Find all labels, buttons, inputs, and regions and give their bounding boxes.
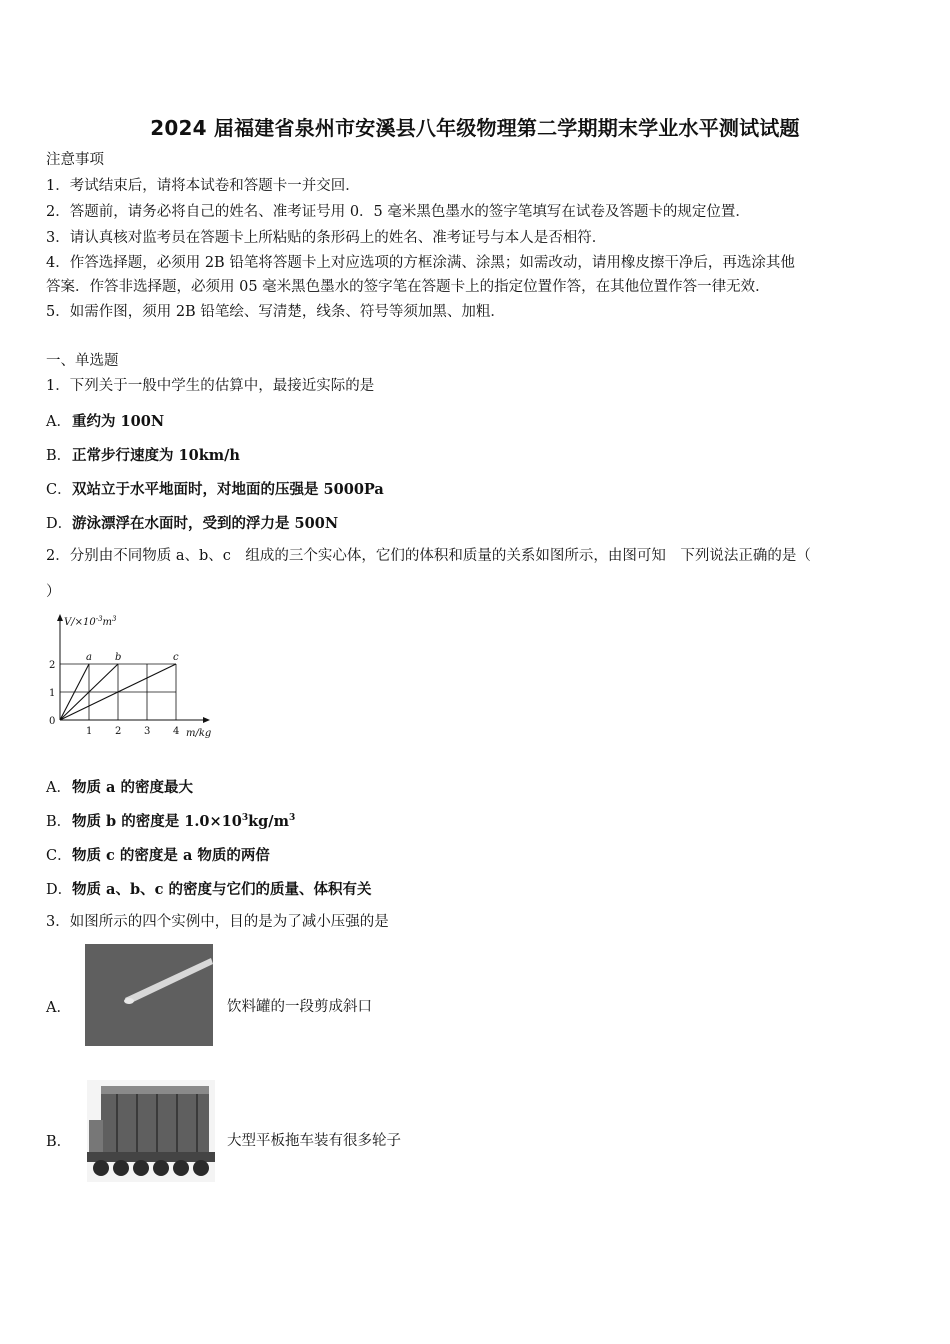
series-label-b: b — [115, 652, 122, 663]
option-label: A． — [46, 780, 71, 796]
question-1-option-b[interactable] — [46, 444, 240, 465]
notice-item: 2．答题前，请务必将自己的姓名、准考证号用 0．5 毫米黑色墨水的签字笔填写在试卷及答题卡的规定位置． — [46, 204, 750, 220]
x-tick-label: 3 — [144, 726, 151, 737]
option-label: B． — [46, 814, 72, 830]
option-text: 正常步行速度为 10km/h — [72, 447, 240, 464]
question-3-option-a-label[interactable] — [46, 996, 72, 1017]
y-axis-arrow — [57, 614, 63, 621]
section-heading: 一、单选题 — [46, 353, 119, 369]
y-tick-label: 2 — [49, 660, 56, 671]
question-2-option-b[interactable] — [46, 810, 295, 831]
option-text-unit: kg/m — [248, 813, 289, 830]
superscript: 3 — [288, 813, 296, 824]
trailer-photo — [87, 1080, 215, 1182]
series-label-a: a — [86, 652, 92, 663]
option-text: 物质 c 的密度是 a 物质的两倍 — [72, 847, 270, 864]
can-cut-photo — [85, 944, 213, 1046]
chart-root — [49, 614, 211, 739]
y-axis-label: $V/\times 10^{-3}m^3$ — [64, 615, 117, 628]
option-label: C． — [46, 848, 72, 864]
question-2-option-d[interactable] — [46, 878, 371, 899]
notice-heading: 注意事项 — [46, 152, 104, 168]
option-text: 重约为 100N — [72, 413, 165, 430]
question-3-option-b-text: 大型平板拖车装有很多轮子 — [227, 1133, 401, 1149]
origin-label: 0 — [49, 716, 56, 727]
superscript: 3 — [241, 813, 249, 824]
notice-item: 3．请认真核对监考员在答题卡上所粘贴的条形码上的姓名、准考证号与本人是否相符． — [46, 230, 607, 246]
series-label-c: c — [173, 652, 179, 663]
option-label: C． — [46, 482, 72, 498]
notice-item: 答案．作答非选择题，必须用 05 毫米黑色墨水的签字笔在答题卡上的指定位置作答，在其他位置作答一律无效． — [46, 279, 770, 295]
question-3-option-b-label[interactable] — [46, 1130, 72, 1151]
y-tick-label: 1 — [49, 688, 56, 699]
option-label: A． — [46, 414, 71, 430]
question-1-option-a[interactable] — [46, 410, 164, 431]
question-2-stem-end: ） — [46, 584, 61, 600]
option-label: B． — [46, 1134, 72, 1150]
notice-item: 5．如需作图，须用 2B 铅笔绘、写清楚，线条、符号等须加黑、加粗． — [46, 304, 505, 320]
option-text: 物质 a 的密度最大 — [72, 779, 193, 796]
question-1-option-d[interactable] — [46, 512, 338, 533]
question-1-stem: 1．下列关于一般中学生的估算中，最接近实际的是 — [46, 378, 375, 394]
question-3-option-a-text: 饮料罐的一段剪成斜口 — [227, 999, 372, 1015]
notice-item: 4．作答选择题，必须用 2B 铅笔将答题卡上对应选项的方框涂满、涂黑；如需改动，请用橡皮擦干净后，再选涂其他 — [46, 255, 795, 271]
x-axis-arrow — [203, 717, 210, 723]
option-text-pre: 物质 b 的密度是 1.0×10 — [72, 813, 242, 830]
question-2-option-c[interactable] — [46, 844, 270, 865]
question-1-option-c[interactable] — [46, 478, 384, 499]
option-text: 双站立于水平地面时，对地面的压强是 5000Pa — [72, 481, 384, 498]
option-label: B． — [46, 448, 72, 464]
question-2-option-a[interactable] — [46, 776, 193, 797]
x-tick-label: 2 — [115, 726, 122, 737]
question-3-stem: 3．如图所示的四个实例中，目的是为了减小压强的是 — [46, 914, 389, 930]
question-2-stem: 2．分别由不同物质 a、b、c 组成的三个实心体，它们的体积和质量的关系如图所示，由图可知 下列说法正确的是（ — [46, 548, 811, 564]
page-title: 2024 届福建省泉州市安溪县八年级物理第二学期期末学业水平测试试题 — [150, 116, 800, 140]
x-tick-label: 4 — [173, 726, 180, 737]
option-text: 游泳漂浮在水面时，受到的浮力是 500N — [72, 515, 339, 532]
option-label: D． — [46, 516, 73, 532]
option-text: 物质 a、b、c 的密度与它们的质量、体积有关 — [72, 881, 372, 898]
x-tick-label: 1 — [86, 726, 93, 737]
x-axis-label: m/kg — [186, 728, 212, 739]
density-chart — [40, 612, 230, 742]
option-label: A． — [46, 1000, 71, 1016]
notice-item: 1．考试结束后，请将本试卷和答题卡一并交回． — [46, 178, 360, 194]
option-label: D． — [46, 882, 73, 898]
